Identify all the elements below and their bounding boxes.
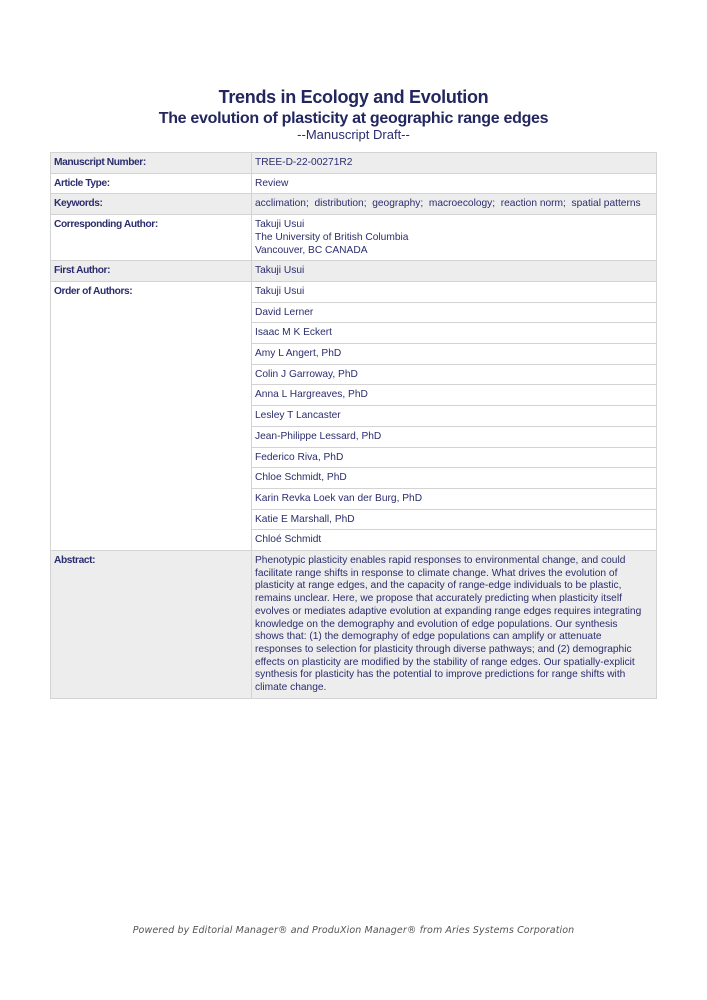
author-item: Jean-Philippe Lessard, PhD xyxy=(252,426,657,447)
abstract-line: effects on plasticity are modified by the stability of range edges. Our spatially-explicit xyxy=(255,656,635,668)
corresponding-author-name: Takuji Usui xyxy=(255,219,305,231)
abstract-line: evolves or mediates adaptive evolution at expanding range edges requires integrating xyxy=(255,605,642,617)
author-item: Takuji Usui xyxy=(252,281,657,302)
author-item: Lesley T Lancaster xyxy=(252,406,657,427)
author-item: Isaac M K Eckert xyxy=(252,323,657,344)
corresponding-author-value xyxy=(252,215,657,261)
author-item: Federico Riva, PhD xyxy=(252,447,657,468)
manuscript-title: The evolution of plasticity at geographic range edges xyxy=(158,110,549,127)
author-item: Katie E Marshall, PhD xyxy=(252,509,657,530)
order-of-authors-label: Order of Authors: xyxy=(51,281,252,550)
corresponding-author-label: Corresponding Author: xyxy=(51,215,252,261)
abstract-line: climate change. xyxy=(255,682,327,694)
manuscript-info-table xyxy=(50,152,657,699)
keywords-label: Keywords: xyxy=(51,194,252,215)
draft-label: --Manuscript Draft-- xyxy=(297,127,410,142)
journal-name: Trends in Ecology and Evolution xyxy=(218,87,489,107)
author-item: Karin Revka Loek van der Burg, PhD xyxy=(252,488,657,509)
first-author-value: Takuji Usui xyxy=(252,261,657,282)
article-type-label: Article Type: xyxy=(51,173,252,194)
author-item: Anna L Hargreaves, PhD xyxy=(252,385,657,406)
author-item: Amy L Angert, PhD xyxy=(252,344,657,365)
author-item: Chloe Schmidt, PhD xyxy=(252,468,657,489)
abstract-line: shows that: (1) the demography of edge populations can amplify or attenuate xyxy=(255,631,602,643)
abstract-label: Abstract: xyxy=(51,551,252,699)
abstract-line: Phenotypic plasticity enables rapid responses to environmental change, and could xyxy=(255,555,626,567)
keywords-value: acclimation; distribution; geography; macroecology; reaction norm; spatial patterns xyxy=(252,194,657,215)
abstract-line: plasticity at range edges, and the capacity of range-edge individuals to be plastic, xyxy=(255,580,622,592)
footer-credit: Powered by Editorial Manager® and ProduXion Manager® from Aries Systems Corporation xyxy=(132,925,575,936)
author-item: David Lerner xyxy=(252,302,657,323)
table-row xyxy=(51,173,657,194)
table-row xyxy=(51,551,657,699)
corresponding-author-institution: The University of British Columbia xyxy=(255,231,409,243)
abstract-text xyxy=(252,551,657,699)
manuscript-number-label: Manuscript Number: xyxy=(51,153,252,174)
author-item: Colin J Garroway, PhD xyxy=(252,364,657,385)
table-row xyxy=(51,153,657,174)
abstract-line: facilitate range shifts in response to climate change. What drives the evolution of xyxy=(255,567,618,579)
table-row xyxy=(51,261,657,282)
corresponding-author-location: Vancouver, BC CANADA xyxy=(255,244,368,256)
abstract-line: remains unclear. Here, we propose that accurately predicting when plasticity itself xyxy=(255,593,622,605)
article-type-value: Review xyxy=(252,173,657,194)
abstract-line: responses to selection for plasticity through diverse pathways; and (2) demographic xyxy=(255,643,632,655)
table-row xyxy=(51,215,657,261)
author-item: Chloé Schmidt xyxy=(252,530,657,551)
first-author-label: First Author: xyxy=(51,261,252,282)
manuscript-number-value: TREE-D-22-00271R2 xyxy=(252,153,657,174)
page-header xyxy=(0,86,707,141)
table-row xyxy=(51,281,657,302)
abstract-line: synthesis for plasticity has the potential to improve predictions for range shifts with xyxy=(255,669,626,681)
table-row xyxy=(51,194,657,215)
abstract-line: knowledge on the demography and evolution of edge populations. Our synthesis xyxy=(255,618,618,630)
